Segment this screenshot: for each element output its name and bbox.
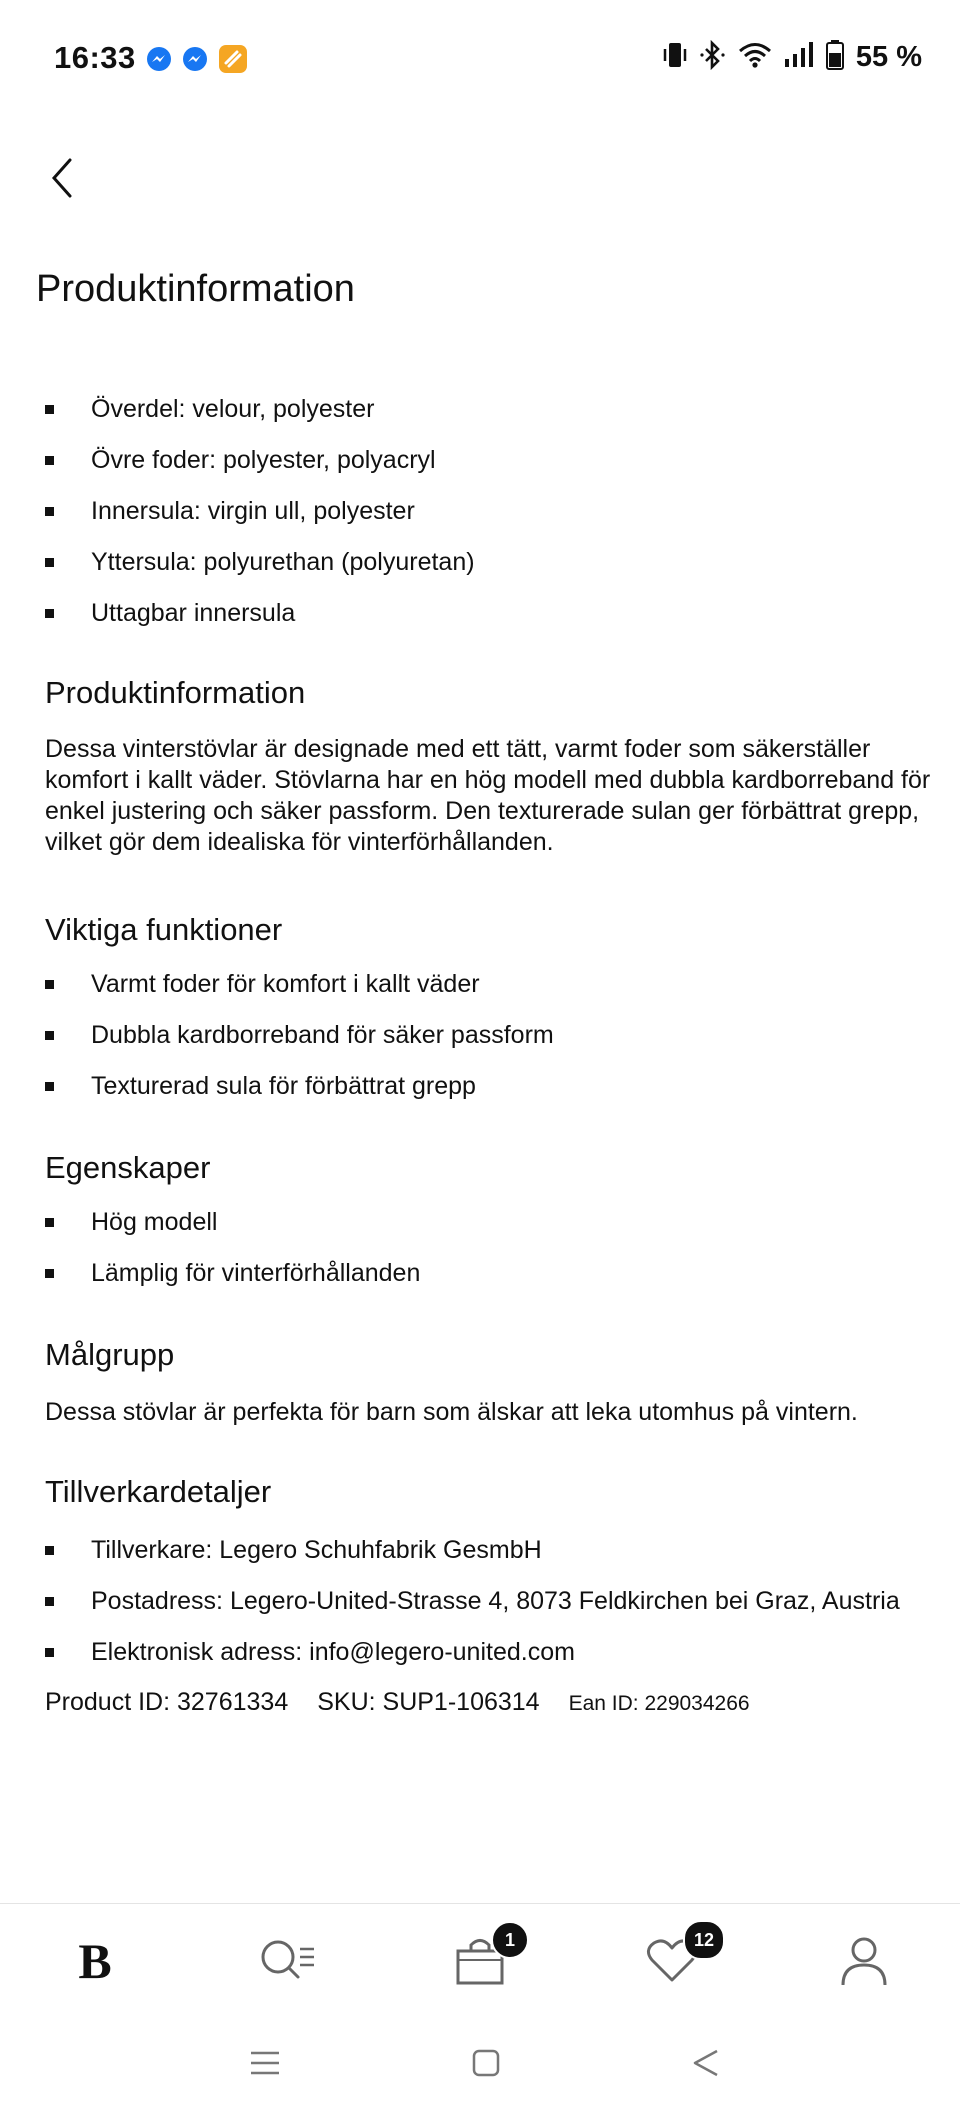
nav-profile[interactable] [829,1926,899,1996]
nav-search[interactable] [253,1926,323,1996]
wishlist-badge: 12 [683,1920,725,1960]
list-item: Överdel: velour, polyester [45,384,935,435]
features-list [45,959,935,1112]
nav-home[interactable] [60,1926,130,1996]
app-notification-icon [218,44,248,79]
list-item: Elektronisk adress: info@legero-united.com [45,1627,935,1678]
section-heading-product-info: Produktinformation [45,675,306,710]
notification-icons [146,44,248,79]
search-icon [258,1936,318,1986]
bottom-navigation [0,1903,960,2014]
nav-cart[interactable] [445,1926,515,1996]
messenger-icon [146,46,172,77]
home-button[interactable] [456,2038,516,2088]
list-item: Lämplig för vinterförhållanden [45,1248,935,1299]
signal-icon [784,41,814,74]
section-heading-manufacturer: Tillverkardetaljer [45,1474,272,1509]
list-item: Texturerad sula för förbättrat grepp [45,1061,935,1112]
list-item: Dubbla kardborreband för säker passform [45,1010,935,1061]
properties-list [45,1197,935,1299]
vibrate-icon [662,40,688,75]
section-heading-properties: Egenskaper [45,1150,211,1185]
sku: SKU: SUP1-106314 [317,1688,540,1716]
list-item: Varmt foder för komfort i kallt väder [45,959,935,1010]
system-back-button[interactable] [676,2038,736,2088]
page-title: Produktinformation [36,268,355,310]
status-bar [0,0,960,116]
back-triangle-icon [690,2047,722,2079]
home-square-icon [471,2048,501,2078]
bluetooth-icon [700,40,726,75]
back-button[interactable] [44,154,84,202]
status-indicators [662,40,922,75]
section-heading-target-group: Målgrupp [45,1337,175,1372]
section-heading-key-features: Viktiga funktioner [45,912,283,947]
status-time: 16:33 [54,40,136,75]
battery-icon [826,40,844,75]
ean-id: Ean ID: 229034266 [568,1692,750,1715]
cart-badge: 1 [491,1921,529,1959]
list-item: Uttagbar innersula [45,588,935,639]
list-item: Hög modell [45,1197,935,1248]
system-navigation-bar [0,2020,960,2112]
product-identifiers [45,1688,935,1717]
list-item: Yttersula: polyurethan (polyuretan) [45,537,935,588]
messenger-icon [182,46,208,77]
wifi-icon [738,41,772,74]
materials-list [45,384,935,639]
brand-logo: B [78,1933,112,1989]
product-description: Dessa vinterstövlar är designade med ett tätt, varmt foder som säkerställer komfort i kallt väder. Stövlarna har en hög modell med dubbla kardborreband för enkel justering och säker passform. Den texturerade sulan ger förbättrat grepp, vilket gör dem idealiska för vinterförhållanden. [45,735,931,856]
profile-icon [839,1935,889,1987]
list-item: Innersula: virgin ull, polyester [45,486,935,537]
battery-percentage: 55 % [855,41,922,73]
list-item: Postadress: Legero-United-Strasse 4, 8073 Feldkirchen bei Graz, Austria [45,1576,935,1627]
menu-icon [248,2048,282,2078]
recent-apps-button[interactable] [235,2038,295,2088]
list-item: Tillverkare: Legero Schuhfabrik GesmbH [45,1525,935,1576]
manufacturer-list [45,1525,935,1678]
nav-wishlist[interactable] [637,1926,715,1996]
chevron-left-icon [44,154,84,202]
product-details [45,384,935,1717]
target-group-text: Dessa stövlar är perfekta för barn som älskar att leka utomhus på vintern. [45,1398,858,1426]
list-item: Övre foder: polyester, polyacryl [45,435,935,486]
product-id: Product ID: 32761334 [45,1688,289,1716]
